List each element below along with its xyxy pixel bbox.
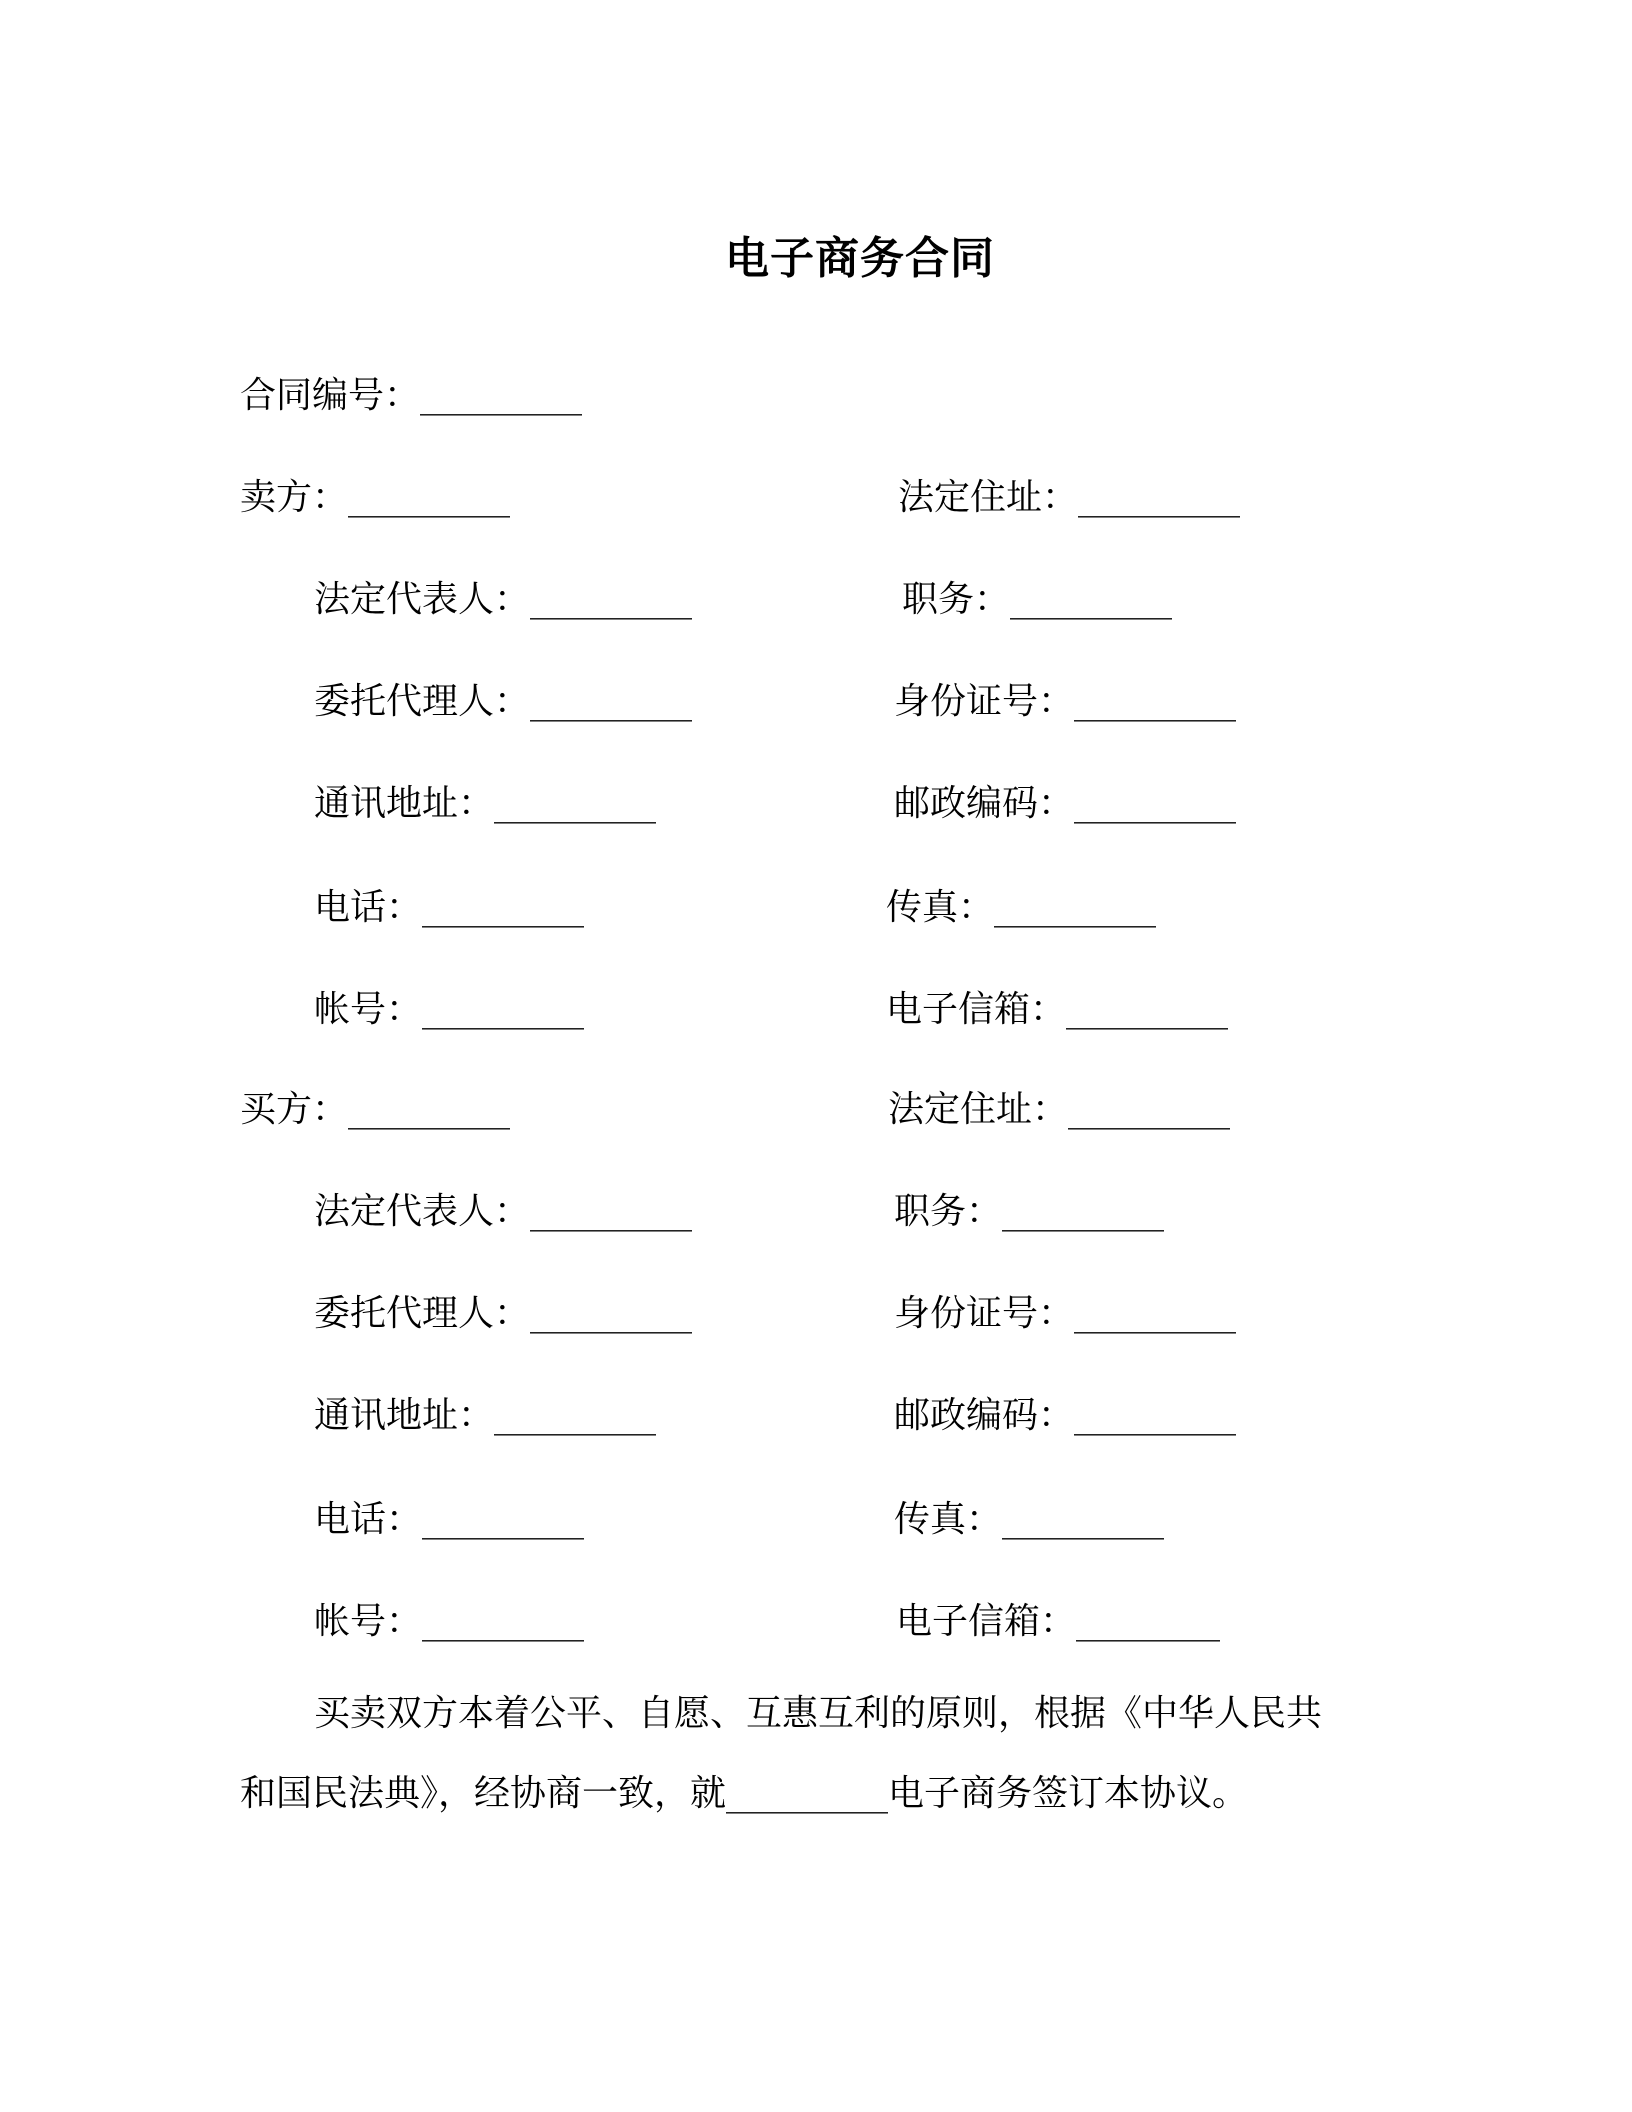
buyer-position-field: 职务：_________: [894, 1191, 1165, 1232]
seller-mail-address-field: 通讯地址：_________: [314, 783, 657, 824]
seller-position-field: 职务：_________: [902, 579, 1173, 620]
buyer-mail-address-field: 通讯地址：_________: [314, 1395, 657, 1436]
buyer-legal-rep-field: 法定代表人：_________: [314, 1191, 693, 1232]
seller-agent-field: 委托代理人：_________: [314, 681, 693, 722]
contract-number-field: 合同编号：_________: [240, 375, 583, 416]
seller-address-field: 法定住址：_________: [898, 477, 1241, 518]
buyer-address-field: 法定住址：_________: [888, 1089, 1231, 1130]
buyer-account-field: 帐号：_________: [314, 1601, 585, 1642]
seller-email-field: 电子信箱：_________: [886, 989, 1229, 1030]
seller-name-field: 卖方：_________: [240, 477, 511, 518]
preamble-line-1: 买卖双方本着公平、自愿、互惠互利的原则，根据《中华人民共: [314, 1693, 1323, 1734]
seller-legal-rep-field: 法定代表人：_________: [314, 579, 693, 620]
seller-postcode-field: 邮政编码：_________: [894, 783, 1237, 824]
seller-account-field: 帐号：_________: [314, 989, 585, 1030]
preamble-line-2: 和国民法典》，经协商一致，就_________电子商务签订本协议。: [240, 1773, 1249, 1814]
buyer-name-field: 买方：_________: [240, 1089, 511, 1130]
buyer-email-field: 电子信箱：________: [896, 1601, 1221, 1642]
seller-fax-field: 传真：_________: [886, 887, 1157, 928]
buyer-fax-field: 传真：_________: [894, 1499, 1165, 1540]
buyer-phone-field: 电话：_________: [314, 1499, 585, 1540]
buyer-agent-field: 委托代理人：_________: [314, 1293, 693, 1334]
seller-phone-field: 电话：_________: [314, 887, 585, 928]
document-title: 电子商务合同: [725, 233, 995, 284]
buyer-id-field: 身份证号：_________: [894, 1293, 1237, 1334]
seller-id-field: 身份证号：_________: [894, 681, 1237, 722]
buyer-postcode-field: 邮政编码：_________: [894, 1395, 1237, 1436]
